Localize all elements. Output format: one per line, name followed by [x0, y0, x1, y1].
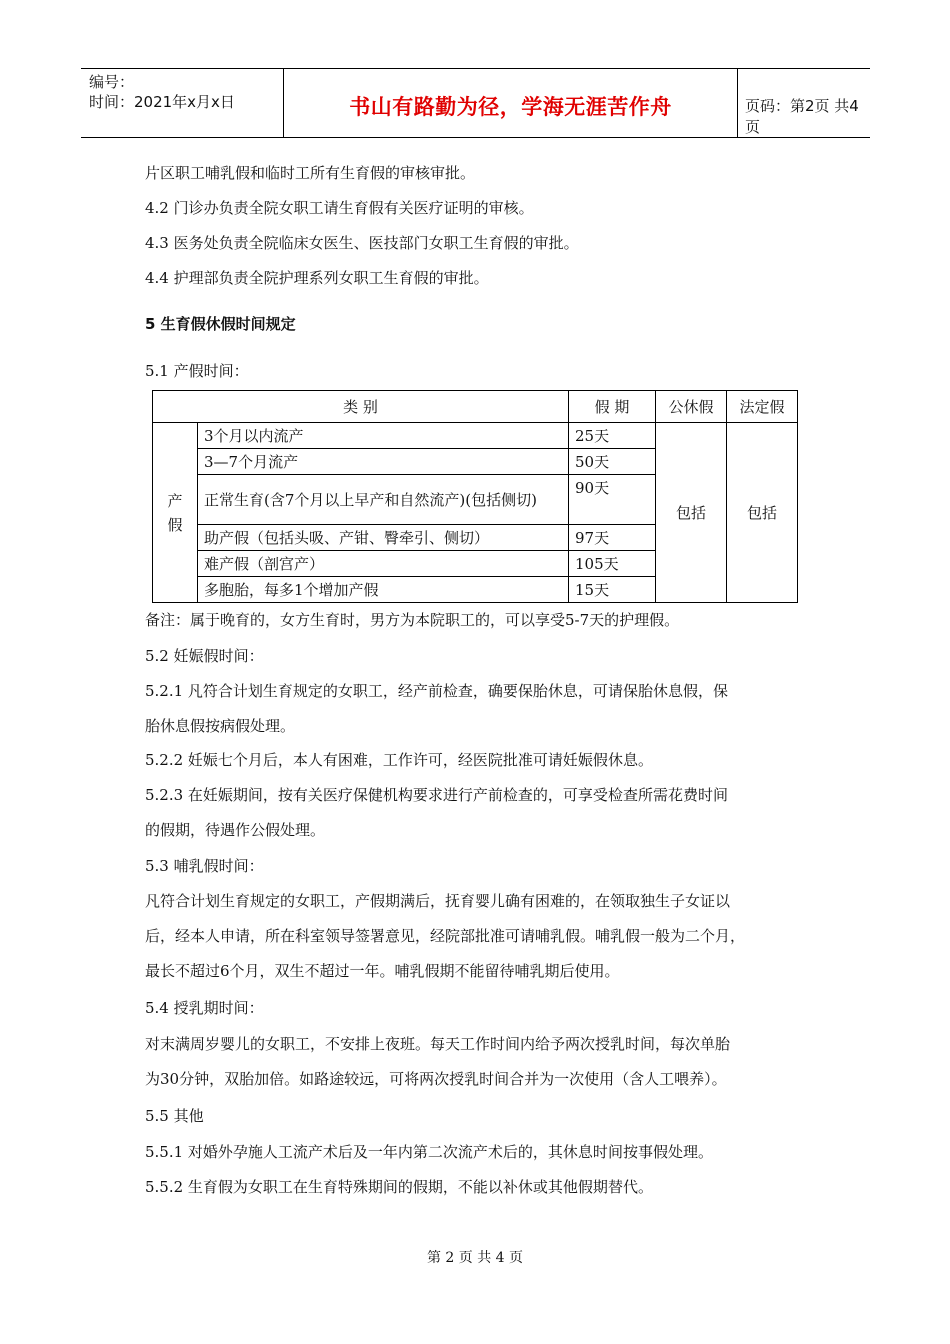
paragraph: 5.2.2 妊娠七个月后，本人有困难，工作许可，经医院批准可请妊娠假休息。 — [145, 751, 653, 769]
paragraph: 4.3 医务处负责全院临床女医生、医技部门女职工生育假的审批。 — [145, 234, 579, 252]
paragraph: 胎休息假按病假处理。 — [145, 717, 296, 735]
header-motto-cell — [283, 69, 738, 137]
paragraph: 后，经本人申请，所在科室领导签署意见，经院部批准可请哺乳假。哺乳假一般为二个月， — [145, 927, 746, 945]
document-header — [81, 68, 870, 138]
leave-type: 3—7个月流产 — [198, 449, 569, 475]
leave-type: 助产假（包括头吸、产钳、臀牵引、侧切） — [198, 525, 569, 551]
leave-days: 15天 — [569, 577, 656, 603]
leave-days: 25天 — [569, 423, 656, 449]
leave-type: 正常生育(含7个月以上早产和自然流产)(包括侧切) — [198, 475, 569, 525]
header-statutory-holiday: 法定假 — [727, 391, 798, 423]
paragraph: 片区职工哺乳假和临时工所有生育假的审核审批。 — [145, 164, 476, 182]
table-note: 备注：属于晚育的，女方生育时，男方为本院职工的，可以享受5-7天的护理假。 — [145, 611, 680, 629]
table-header-row — [153, 391, 798, 423]
subsection-title: 5.4 授乳期时间： — [145, 999, 264, 1017]
paragraph: 5.2.3 在妊娠期间，按有关医疗保健机构要求进行产前检查的，可享受检查所需花费时间 — [145, 786, 728, 804]
header-page-cell — [737, 69, 870, 137]
maternity-leave-table — [152, 390, 798, 603]
page-footer: 第 2 页 共 4 页 — [426, 1250, 524, 1266]
paragraph: 5.5.2 生育假为女职工在生育特殊期间的假期，不能以补休或其他假期替代。 — [145, 1178, 653, 1196]
leave-days: 97天 — [569, 525, 656, 551]
subsection-title: 5.2 妊娠假时间： — [145, 647, 264, 665]
section-heading: 5 生育假休假时间规定 — [145, 315, 296, 333]
paragraph: 4.4 护理部负责全院护理系列女职工生育假的审批。 — [145, 269, 489, 287]
subsection-title: 5.5 其他 — [145, 1107, 204, 1125]
leave-type: 3个月以内流产 — [198, 423, 569, 449]
header-category: 类 别 — [153, 391, 569, 423]
public-holiday-value: 包括 — [656, 423, 727, 603]
group-label: 产 假 — [153, 423, 198, 603]
paragraph: 为30分钟，双胎加倍。如路途较远，可将两次授乳时间合并为一次使用（含人工喂养）。 — [145, 1070, 727, 1088]
leave-days: 90天 — [569, 475, 656, 525]
paragraph: 的假期，待遇作公假处理。 — [145, 821, 326, 839]
leave-days: 105天 — [569, 551, 656, 577]
paragraph: 凡符合计划生育规定的女职工，产假期满后，抚育婴儿确有困难的，在领取独生子女证以 — [145, 892, 731, 910]
paragraph: 5.2.1 凡符合计划生育规定的女职工，经产前检查，确要保胎休息，可请保胎休息假，保 — [145, 682, 728, 700]
paragraph: 最长不超过6个月，双生不超过一年。哺乳假期不能留待哺乳期后使用。 — [145, 962, 620, 980]
header-public-holiday: 公休假 — [656, 391, 727, 423]
table-row — [153, 423, 798, 449]
subsection-title: 5.3 哺乳假时间： — [145, 857, 264, 875]
time-label: 时间：2021年x月x日 — [89, 93, 235, 111]
paragraph: 4.2 门诊办负责全院女职工请生育假有关医疗证明的审核。 — [145, 199, 534, 217]
header-meta-cell — [81, 69, 283, 137]
statutory-holiday-value: 包括 — [727, 423, 798, 603]
paragraph: 5.5.1 对婚外孕施人工流产术后及一年内第二次流产术后的，其休息时间按事假处理。 — [145, 1143, 713, 1161]
motto: 书山有路勤为径，学海无涯苦作舟 — [349, 95, 672, 119]
paragraph: 对末满周岁婴儿的女职工，不安排上夜班。每天工作时间内给予两次授乳时间，每次单胎 — [145, 1035, 731, 1053]
number-label: 编号： — [89, 73, 135, 91]
subsection-title: 5.1 产假时间： — [145, 362, 249, 380]
leave-days: 50天 — [569, 449, 656, 475]
leave-type: 难产假（剖宫产） — [198, 551, 569, 577]
header-days: 假 期 — [569, 391, 656, 423]
page-info: 页码：第2页 共4页 — [745, 97, 859, 136]
leave-type: 多胞胎，每多1个增加产假 — [198, 577, 569, 603]
